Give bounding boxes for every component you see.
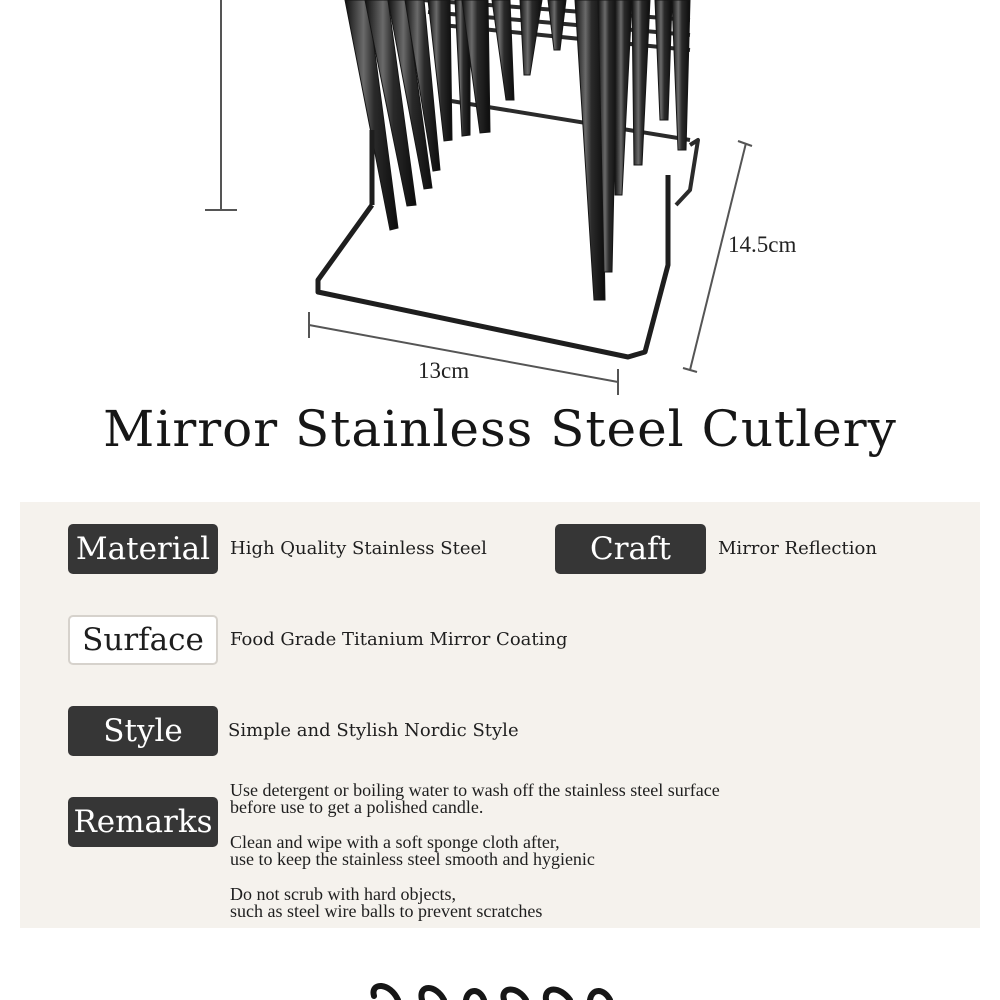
remarks-paragraph	[230, 834, 720, 868]
material-value: High Quality Stainless Steel	[230, 538, 487, 559]
width-dimension-label: 13cm	[418, 358, 470, 383]
craft-badge: Craft	[555, 524, 706, 574]
remarks-line: Use detergent or boiling water to wash off the stainless steel surface	[230, 780, 720, 800]
style-badge: Style	[68, 706, 218, 756]
next-section-heading-cropped	[360, 968, 640, 1000]
remarks-line: Clean and wipe with a soft sponge cloth after,	[230, 832, 560, 852]
remarks-line: such as steel wire balls to prevent scratches	[230, 901, 543, 921]
remarks-line: use to keep the stainless steel smooth and hygienic	[230, 849, 595, 869]
depth-dimension-label: 14.5cm	[728, 232, 797, 257]
material-badge: Material	[68, 524, 218, 574]
remarks-line: before use to get a polished candle.	[230, 797, 484, 817]
page-title: Mirror Stainless Steel Cutlery	[103, 400, 897, 458]
spec-panel	[20, 502, 980, 928]
surface-badge: Surface	[68, 615, 218, 665]
remarks-badge: Remarks	[68, 797, 218, 847]
remarks-paragraph	[230, 886, 720, 920]
style-value: Simple and Stylish Nordic Style	[228, 720, 519, 741]
remarks-text	[230, 782, 720, 938]
cutlery-stand-image	[0, 0, 1000, 400]
remarks-line: Do not scrub with hard objects,	[230, 884, 456, 904]
cutlery-pieces	[345, 0, 690, 300]
craft-value: Mirror Reflection	[718, 538, 877, 559]
height-dimension-line	[205, 0, 237, 210]
remarks-paragraph	[230, 782, 720, 816]
surface-value: Food Grade Titanium Mirror Coating	[230, 629, 568, 650]
